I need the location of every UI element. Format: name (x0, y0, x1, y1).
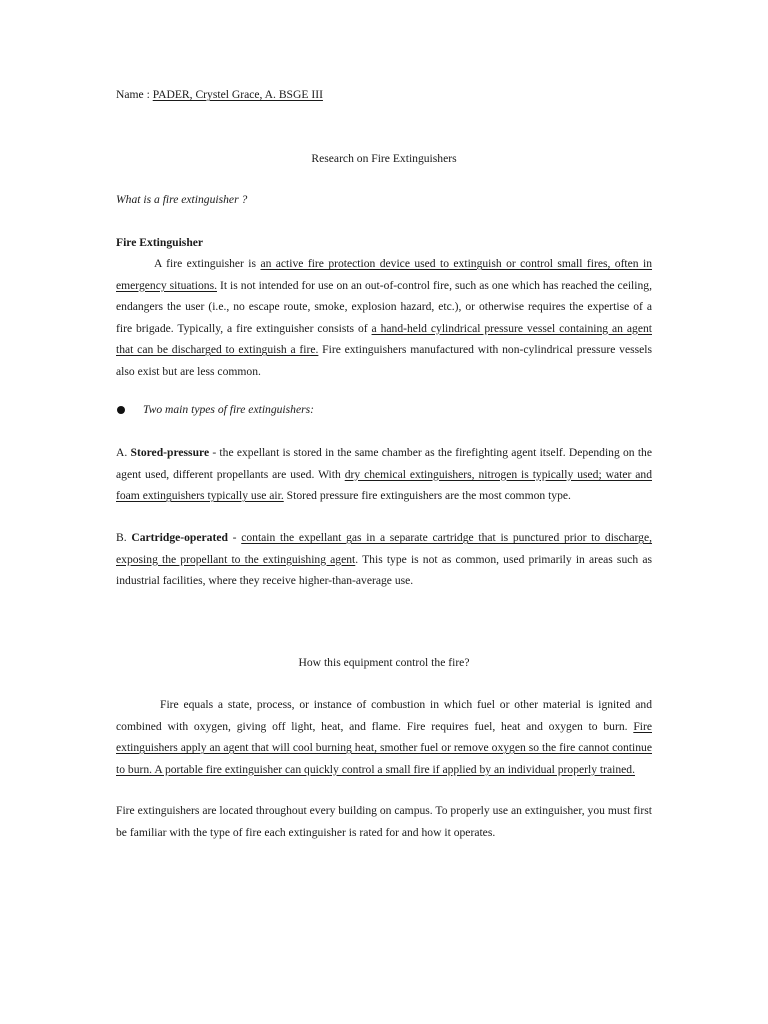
location-paragraph: Fire extinguishers are located throughout every building on campus. To properly use an extinguisher, you must first be familiar with the type of fire each extinguisher is rated for and how it operates. (116, 804, 652, 839)
type-a-term: Stored-pressure (130, 446, 210, 459)
control-text: Fire equals a state, process, or instance of combustion in which fuel or other material is ignited and combined with oxygen, giving off light, heat, and flame. Fire requires fuel, heat and oxygen to burn. (116, 698, 652, 733)
definition-text-1: A fire extinguisher is (154, 257, 261, 270)
type-a-text: - the expellant is stored in the same chamber as the firefighting agent itself. Depending on the agent used, different propellants are used. With (116, 446, 652, 481)
document-title: Research on Fire Extinguishers (311, 152, 457, 165)
type-a-paragraph (116, 442, 652, 507)
type-a-prefix: A. (116, 446, 131, 459)
bullet-text: Two main types of fire extinguishers: (143, 403, 314, 416)
definition-text-3: Fire extinguishers manufactured with non-cylindrical pressure vessels also exist but are less common. (116, 343, 653, 378)
control-paragraph (116, 694, 652, 780)
type-a-underlined: dry chemical extinguishers, nitrogen is typically used; water and foam extinguishers typically use air. (116, 467, 652, 502)
section-heading-fire-extinguisher: Fire Extinguisher (116, 236, 204, 249)
definition-underlined-1: an active fire protection device used to extinguish or control small fires, often in emergency situations. (116, 257, 653, 292)
type-b-term: Cartridge-operated (131, 531, 228, 544)
type-b-prefix: B. (116, 531, 132, 544)
name-label: Name : (116, 88, 153, 101)
control-underlined: Fire extinguishers apply an agent that will cool burning heat, smother fuel or remove oxygen so the fire cannot continue to burn. A portable fire extinguisher can quickly control a small fire if applied by an individual properly trained. (116, 719, 652, 776)
name-value: PADER, Crystel Grace, A. BSGE III (152, 88, 323, 101)
name-line (116, 88, 323, 101)
definition-text-2: It is not intended for use on an out-of-control fire, such as one which has reached the ceiling, endangers the user (i.e., no escape route, smoke, explosion hazard, etc.), or otherwise requires the expertise of a fire brigade. Typically, a fire extinguisher consists of (116, 278, 652, 335)
type-b-paragraph (116, 527, 652, 592)
definition-underlined-2: a hand-held cylindrical pressure vessel containing an agent that can be discharged to extinguish a fire. (116, 321, 652, 356)
bullet-dot (117, 406, 125, 414)
type-b-dash: - (227, 531, 242, 544)
type-b-underlined: contain the expellant gas in a separate cartridge that is punctured prior to discharge, exposing the propellant to the extinguishing agent (116, 531, 653, 566)
question-what-is: What is a fire extinguisher ? (116, 193, 248, 206)
definition-paragraph (116, 253, 652, 382)
type-a-end: Stored pressure fire extinguishers are the most common type. (283, 489, 571, 502)
type-b-end: . This type is not as common, used primarily in areas such as industrial facilities, where they receive higher-than-average use. (116, 552, 652, 587)
question-how-control: How this equipment control the fire? (298, 656, 470, 669)
